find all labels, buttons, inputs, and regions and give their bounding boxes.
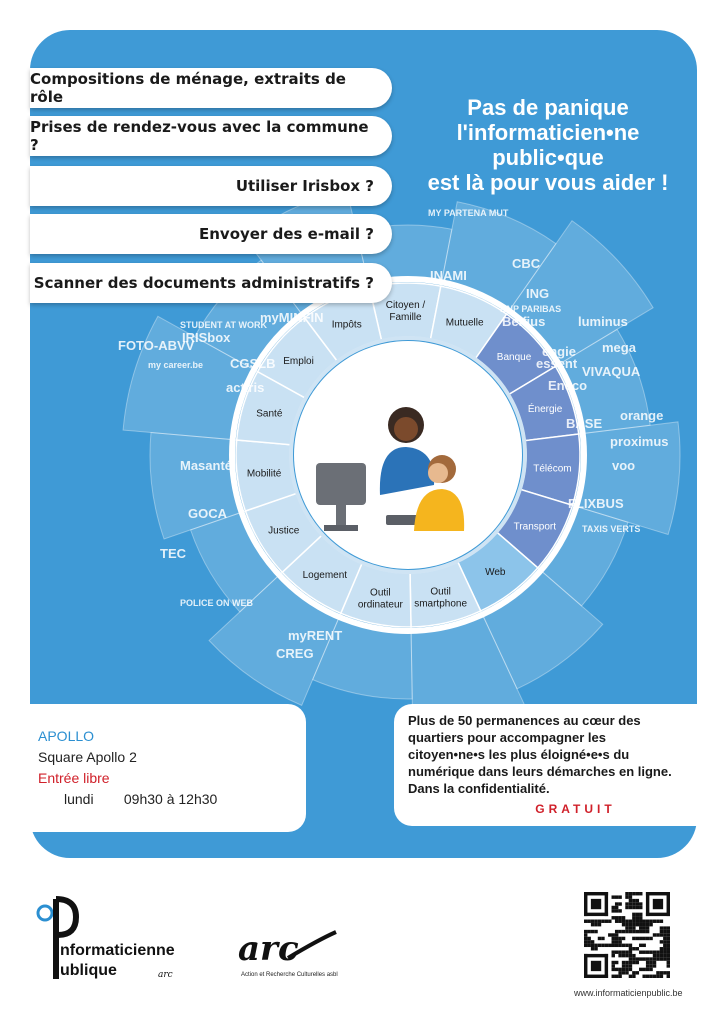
partner-logo-text: STUDENT AT WORK [180,320,267,330]
wheel-segment-label: Télécom [533,463,572,475]
wheel-segment-label: Citoyen / Famille [385,300,426,324]
wheel-segment-label: Santé [256,408,283,420]
partner-logo-text: BNP PARIBAS [500,304,562,314]
partner-logo-text: myMINFIN [260,310,324,325]
location-info-box [30,704,306,832]
headline-line-1: Pas de panique [467,95,629,120]
headline-line-3: est là pour vous aider ! [427,170,669,195]
question-pill-4: Envoyer des e-mail ? [30,214,392,254]
partner-logo-text: mega [602,340,636,355]
partner-logo-text: FOTO-ABVV [118,338,195,353]
free-label: GRATUIT [535,802,616,816]
wheel-segment-label: Impôts [331,319,362,331]
wheel-segment-label: Mutuelle [445,317,484,329]
wheel-segment-label: Mobilité [246,468,282,480]
location-address: Square Apollo 2 [38,749,137,765]
description-text: Plus de 50 permanences au cœur des quartiers pour accompagner les citoyen•ne•s les plus éloigné•e•s du numérique dans leurs démarches en ligne. Dans la confidentialité. [408,713,672,796]
partner-logo-text: CREG [276,646,314,661]
wheel-segment-label: Logement [302,569,348,581]
wheel-segment-label: Transport [513,521,557,533]
wheel-segment-label: Justice [268,525,300,537]
partner-logo-text: engie [542,344,576,359]
partner-logo-text: FLIXBUS [568,496,624,511]
arc-logo-text: arc [238,929,299,969]
partner-logo-text: VIVAQUA [582,364,641,379]
partner-logo-text: MY PARTENA MUT [428,208,509,218]
question-pill-1: Compositions de ménage, extraits de rôle [30,68,392,108]
location-name: APOLLO [38,728,95,744]
opening-hours [38,789,306,810]
partner-logo-text: TAXIS VERTS [582,524,641,534]
description-box [394,704,697,826]
wheel-segment-label: Banque [496,352,532,364]
arc-logo [238,928,338,972]
svg-text:nformaticienne: nformaticienne [60,942,175,959]
partner-logo-text: voo [612,458,636,473]
partner-logo-text: TEC [160,546,186,561]
partner-logo-text: GOCA [188,506,227,521]
partner-logo-text: my career.be [148,360,204,370]
svg-text:arc: arc [158,970,173,980]
partner-logo-text: essent [536,356,578,371]
partner-logo-text: INAMI [430,268,467,283]
partner-logo-text: IRISbox [182,330,231,345]
website-url[interactable]: www.informaticienpublic.be [574,988,683,998]
partner-logo-text: POLICE ON WEB [180,598,254,608]
headline [398,95,698,195]
question-pill-2: Prises de rendez-vous avec la commune ? [30,116,392,156]
wheel-segment-label: Énergie [527,403,563,415]
partner-logo-text: orange [620,408,664,423]
question-pill-5: Scanner des documents administratifs ? [30,263,392,303]
arc-tagline: Action et Recherche Culturelles asbl [241,972,338,978]
partner-logo-text: CBC [512,256,541,271]
question-pill-3: Utiliser Irisbox ? [30,166,392,206]
partner-logo-text: CGSLB [230,356,276,371]
qr-code[interactable] [584,892,670,978]
partner-logo-text: Masanté [180,458,233,473]
wheel-segment-label: Outil ordinateur [357,587,403,611]
partner-logo-text: proximus [610,434,669,449]
opening-time: 09h30 à 12h30 [123,791,218,807]
partner-logo-text: ING [526,286,550,301]
entry-free-label: Entrée libre [38,770,110,786]
partner-logo-text: BASE [566,416,603,431]
headline-line-2: l'informaticien•ne public•que [456,120,640,170]
partner-logo-text: Eneco [548,378,588,393]
partner-logo-text: luminus [578,314,628,329]
opening-day: lundi [64,791,94,807]
wheel-segment-label: Emploi [283,355,314,367]
svg-text:ublique: ublique [60,962,117,979]
partner-logo-text: actiris [226,380,265,395]
partner-logo-text: myRENT [288,628,343,643]
wheel-segment-label: Web [485,566,506,578]
informaticienne-publique-logo [36,895,196,985]
partner-logo-text: Belfius [502,314,546,329]
wheel-segment-label: Outil smartphone [414,586,468,610]
